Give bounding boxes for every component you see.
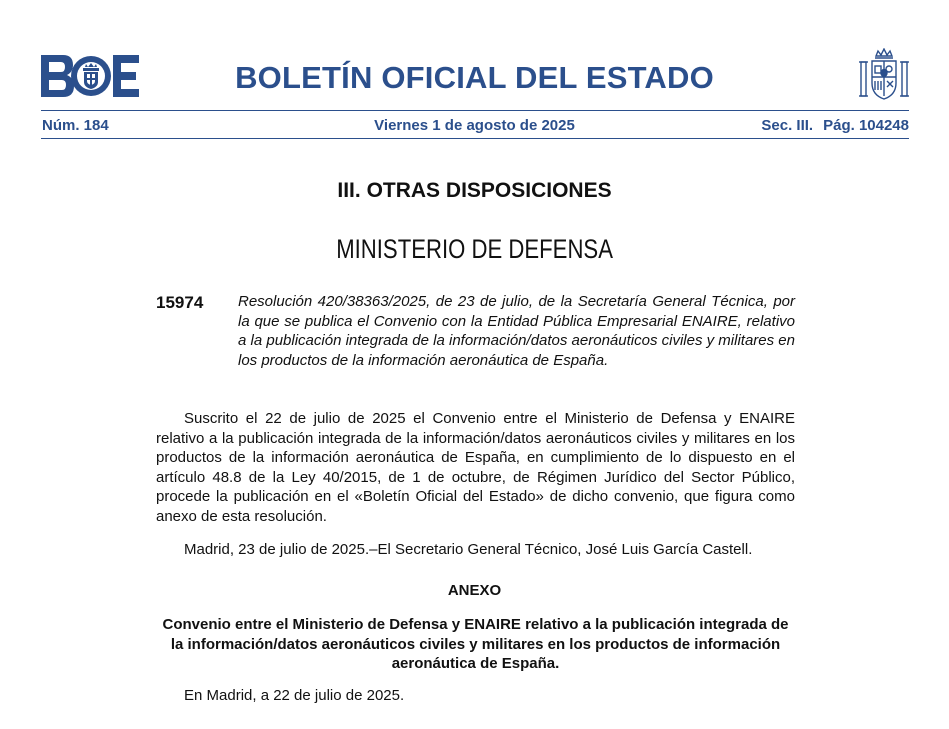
page-label: Pág. 104248 [823, 117, 909, 134]
issue-number: Núm. 184 [42, 117, 109, 134]
resolution-summary: Resolución 420/38363/2025, de 23 de julio, de la Secretaría General Técnica, por la que se publica el Convenio con la Entidad Pública Empresarial ENAIRE, relativo a la publicación integrada de la información/datos aeronáuticos civiles y militares en los productos de la información aeronáutica de España. [238, 293, 795, 369]
header-rule-top [41, 110, 909, 111]
body-paragraph-1: Suscrito el 22 de julio de 2025 el Convenio entre el Ministerio de Defensa y ENAIRE relativo a la publicación integrada de la información/datos aeronáuticos civiles y militares en los productos de la información aeronáutica de España, en cumplimiento de lo dispuesto en el artículo 48.8 de la Ley 40/2015, de 1 de octubre, de Régimen Jurídico del Sector Público, procede la publicación en el «Boletín Oficial del Estado» de dicho convenio, que figura como anexo de esta resolución. [156, 410, 795, 525]
body-paragraph-3: En Madrid, a 22 de julio de 2025. [184, 687, 405, 704]
annex-heading: ANEXO [447, 582, 502, 599]
coat-of-arms-icon [858, 48, 910, 102]
gazette-title: BOLETÍN OFICIAL DEL ESTADO [235, 60, 714, 95]
issue-date: Viernes 1 de agosto de 2025 [374, 117, 575, 134]
section-heading: III. OTRAS DISPOSICIONES [337, 179, 612, 202]
header-rule-bottom [41, 138, 909, 139]
agreement-title: Convenio entre el Ministerio de Defensa y ENAIRE relativo a la publicación integrada de la información/datos aeronáuticos civiles y militares en los productos de información aeronáutica de España. [162, 616, 789, 672]
section-label: Sec. III. [761, 117, 814, 134]
section-page-info [761, 117, 909, 134]
ministry-heading: MINISTERIO DE DEFENSA [336, 234, 613, 264]
page-header [0, 0, 949, 145]
document-number: 15974 [156, 293, 204, 312]
signature-paragraph: Madrid, 23 de julio de 2025.–El Secretario General Técnico, José Luis García Castell. [184, 541, 753, 558]
